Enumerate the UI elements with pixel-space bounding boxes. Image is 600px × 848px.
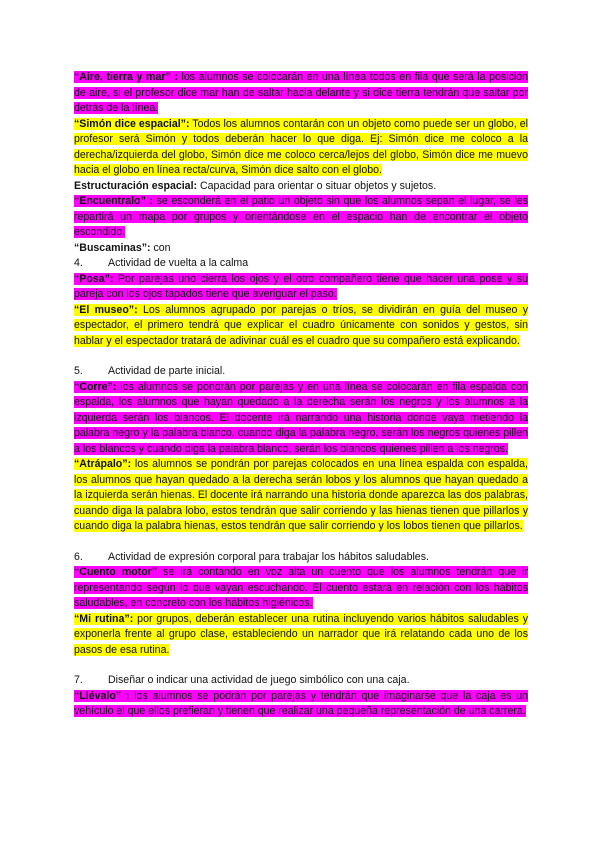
highlighted-text xyxy=(74,118,528,177)
paragraph-spacer xyxy=(74,658,528,673)
section-number: 4. xyxy=(74,257,83,269)
activity-description: los alumnos se pondrán por parejas y en una línea se colocarán en fila espalda con espalda, los alumnos que hayan quedado a la derecha serán los negros y los alumnos a la izquierda serán los blancos. El docente irá narrando una historia donde vaya metiendo la palabra negro y la palabra blanco, cuando diga la palabra negro, serán los negros quienes pillen a los blancos y cuando diga la palabra blanco, serán los blancos quienes pillen a los negros. xyxy=(74,380,528,455)
activity-title: “Atrápalo”: xyxy=(74,458,132,470)
section-heading xyxy=(74,550,528,566)
highlighted-text xyxy=(74,613,528,656)
activity-paragraph xyxy=(74,179,528,195)
activity-title: “Buscaminas”: xyxy=(74,241,151,254)
paragraph-spacer xyxy=(74,535,528,550)
activity-title: “Simón dice espacial”: xyxy=(74,117,190,130)
section-number: 6. xyxy=(74,550,83,563)
activity-title: Estructuración espacial: xyxy=(74,179,198,192)
document-page xyxy=(74,70,528,720)
activity-description: los alumnos se colocarán en una línea todos en fila que será la posición de aire, si el profesor dice mar han de saltar hacia delante y si dice tierra tendrán que saltar por detrás de la línea. xyxy=(74,71,528,114)
paragraph-text xyxy=(74,674,410,686)
activity-description: Diseñar o indicar una actividad de juego simbólico con una caja. xyxy=(108,674,410,686)
activity-paragraph xyxy=(74,272,528,303)
activity-description: Actividad de parte inicial. xyxy=(108,365,226,377)
activity-description: por grupos, deberán establecer una rutina incluyendo varios hábitos saludables y exponerla frente al grupo clase, estableciendo un narrador que irá relatando cada uno de los pasos de esa rutina. xyxy=(74,612,528,656)
paragraph-spacer xyxy=(74,349,528,364)
section-heading xyxy=(74,364,528,380)
paragraph-text xyxy=(74,242,171,254)
highlighted-text xyxy=(74,690,528,718)
section-heading xyxy=(74,673,528,689)
activity-description: se irá contando en voz alta un cuento que los alumnos tendrán que ir representando según lo que vayan escuchando. El cuento estará en relación con los hábitos saludables, en concreto con los hábitos higiénicos. xyxy=(74,566,528,609)
paragraph-text xyxy=(74,180,436,192)
activity-description: Los alumnos agrupado por parejas o tríos, se dividirán en guía del museo y espectador, el primero tendrá que explicar el cuadro únicamente con sonidos y gestos, sin hablar y el espectador tratará de adivinar cuál es el cuadro que su compañero está explicando. xyxy=(74,303,528,347)
activity-title: “Aire, tierra y mar” : xyxy=(74,71,178,83)
activity-description: Todos los alumnos contarán con un objeto como puede ser un globo, el profesor será Simón y todos deberán hacer lo que diga. Ej: Simón dice me coloco a la derecha/izquierda del globo, Simón dice me coloco cerca/lejos del globo, Simón dice me muevo hacia el globo en línea recta/curva, Simón dice salto con el globo. xyxy=(74,117,528,176)
activity-paragraph xyxy=(74,457,528,535)
activity-title: “El museo”: xyxy=(74,303,138,316)
paragraph-text xyxy=(74,551,429,563)
highlighted-text xyxy=(74,304,528,347)
activity-title: “Llévalo” : xyxy=(74,689,130,702)
activity-paragraph xyxy=(74,303,528,350)
highlighted-text xyxy=(74,195,528,238)
activity-title: “Posa”: xyxy=(74,272,114,285)
section-heading xyxy=(74,256,528,272)
activity-description: Capacidad para orientar o situar objetos y sujetos. xyxy=(197,179,437,192)
activity-paragraph xyxy=(74,565,528,612)
section-number: 7. xyxy=(74,674,83,686)
activity-paragraph xyxy=(74,380,528,458)
activity-description: Actividad de vuelta a la calma xyxy=(108,257,249,269)
activity-title: “Mi rutina”: xyxy=(74,612,134,625)
activity-description: Por parejas uno cierra los ojos y el otro compañero tiene que hacer una pose y su pareja con los ojos tapados tiene que averiguar el paso. xyxy=(74,272,528,300)
activity-title: “Cuento motor” xyxy=(74,566,158,578)
activity-paragraph xyxy=(74,194,528,241)
activity-description: Actividad de expresión corporal para trabajar los hábitos saludables. xyxy=(108,550,429,563)
activity-title: “Corre”: xyxy=(74,380,117,393)
activity-paragraph xyxy=(74,117,528,179)
highlighted-text xyxy=(74,566,528,609)
paragraph-text xyxy=(74,257,248,269)
activity-title: “Encuentralo” : xyxy=(74,195,153,207)
highlighted-text xyxy=(74,381,528,455)
section-number: 5. xyxy=(74,365,83,377)
activity-description: se esconderá en el patio un objeto sin que los alumnos sepan el lugar, se les repartirá un mapa por grupos y orientándose en el espacio han de encontrar el objeto escondido. xyxy=(74,195,528,238)
highlighted-text xyxy=(74,71,528,114)
highlighted-text xyxy=(74,458,528,532)
activity-description: los alumnos se podrán por parejas y tendrán que imaginarse que la caja es un vehículo el que ellos prefieran y tienen que realizar una pequeña representación de una carrera. xyxy=(74,689,528,717)
activity-description: los alumnos se pondrán por parejas colocados en una línea espalda con espalda, los alumnos que hayan quedado a la derecha serán lobos y los alumnos que hayan quedado a la izquierda serán hienas. El docente irá narrando una historia donde aparezca las dos palabras, cuando diga la palabra lobo, estos tendrán que salir corriendo y las hienas tienen que pillarlos y cuando diga la palabra hienas, estos tendrán que salir corriendo y los lobos tienen que pillarlos. xyxy=(74,458,528,532)
activity-description: con xyxy=(150,241,171,254)
activity-paragraph xyxy=(74,70,528,117)
highlighted-text xyxy=(74,273,528,301)
activity-paragraph xyxy=(74,612,528,659)
activity-paragraph xyxy=(74,689,528,720)
activity-paragraph xyxy=(74,241,528,257)
paragraph-text xyxy=(74,365,225,377)
